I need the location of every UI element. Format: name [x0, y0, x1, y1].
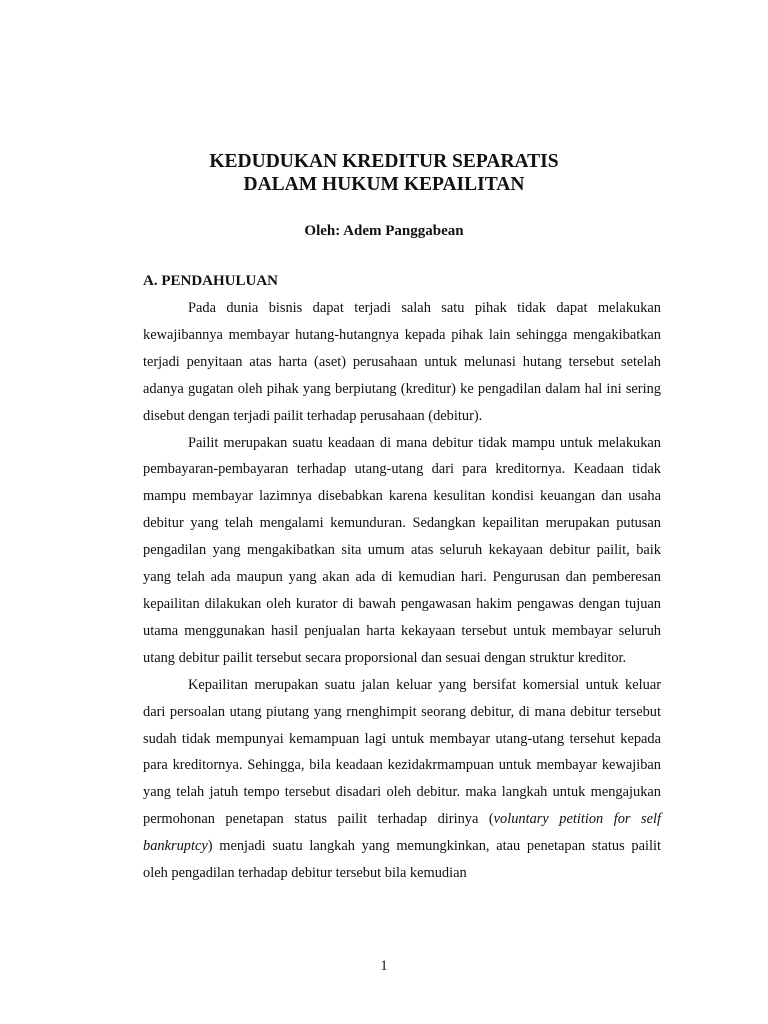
document-title-line-1: KEDUDUKAN KREDITUR SEPARATIS: [209, 151, 559, 172]
section-heading: A. PENDAHULUAN: [143, 273, 278, 289]
page-number: 1: [380, 958, 388, 974]
paragraph-3-text-end: ) menjadi suatu langkah yang memungkinkan, atau penetapan status pailit oleh pengadilan terhadap debitur tersebut bila kemudian: [143, 838, 661, 882]
body-text: [143, 295, 661, 887]
paragraph-3-text-start: Kepailitan merupakan suatu jalan keluar yang bersifat komersial untuk keluar dari persoalan utang piutang yang rnenghimpit seorang debitur, di mana debitur tersebut sudah tidak mempunyai kemampuan lagi untuk membayar utang-utang tersehut kepada para kreditornya. Sehingga, bila keadaan kezidakrmampuan untuk membayar kewajiban yang telah jatuh tempo tersebut disadari oleh debitur. maka langkah untuk mengajukan permohonan penetapan status pailit terhadap dirinya (: [143, 676, 661, 828]
author-byline: Oleh: Adem Panggabean: [304, 223, 464, 239]
document-title-line-2: DALAM HUKUM KEPAILITAN: [243, 174, 525, 195]
paragraph-1: Pada dunia bisnis dapat terjadi salah satu pihak tidak dapat melakukan kewajibannya membayar hutang-hutangnya kepada pihak lain sehingga mengakibatkan terjadi penyitaan atas harta (aset) perusahaan untuk melunasi hutang tersebut setelah adanya gugatan oleh pihak yang berpiutang (kreditur) ke pengadilan dalam hal ini sering disebut dengan terjadi pailit terhadap perusahaan (debitur).: [143, 300, 661, 424]
paragraph-3-italic-term: voluntary petition for self bankruptcy: [143, 811, 661, 855]
paragraph-2: Pailit merupakan suatu keadaan di mana debitur tidak mampu untuk melakukan pembayaran-pembayaran terhadap utang-utang dari para kreditornya. Keadaan tidak mampu membayar lazimnya disebabkan karena kesulitan kondisi keuangan dan usaha debitur yang telah mengalami kemunduran. Sedangkan kepailitan merupakan putusan pengadilan yang mengakibatkan sita umum atas seluruh kekayaan debitur pailit, baik yang telah ada maupun yang akan ada di kemudian hari. Pengurusan dan pemberesan kepailitan dilakukan oleh kurator di bawah pengawasan hakim pengawas dengan tujuan utama menggunakan hasil penjualan harta kekayaan tersebut untuk membayar seluruh utang debitur pailit tersebut secara proporsional dan sesuai dengan struktur kreditor.: [143, 434, 661, 666]
paragraph-3: [143, 672, 661, 887]
